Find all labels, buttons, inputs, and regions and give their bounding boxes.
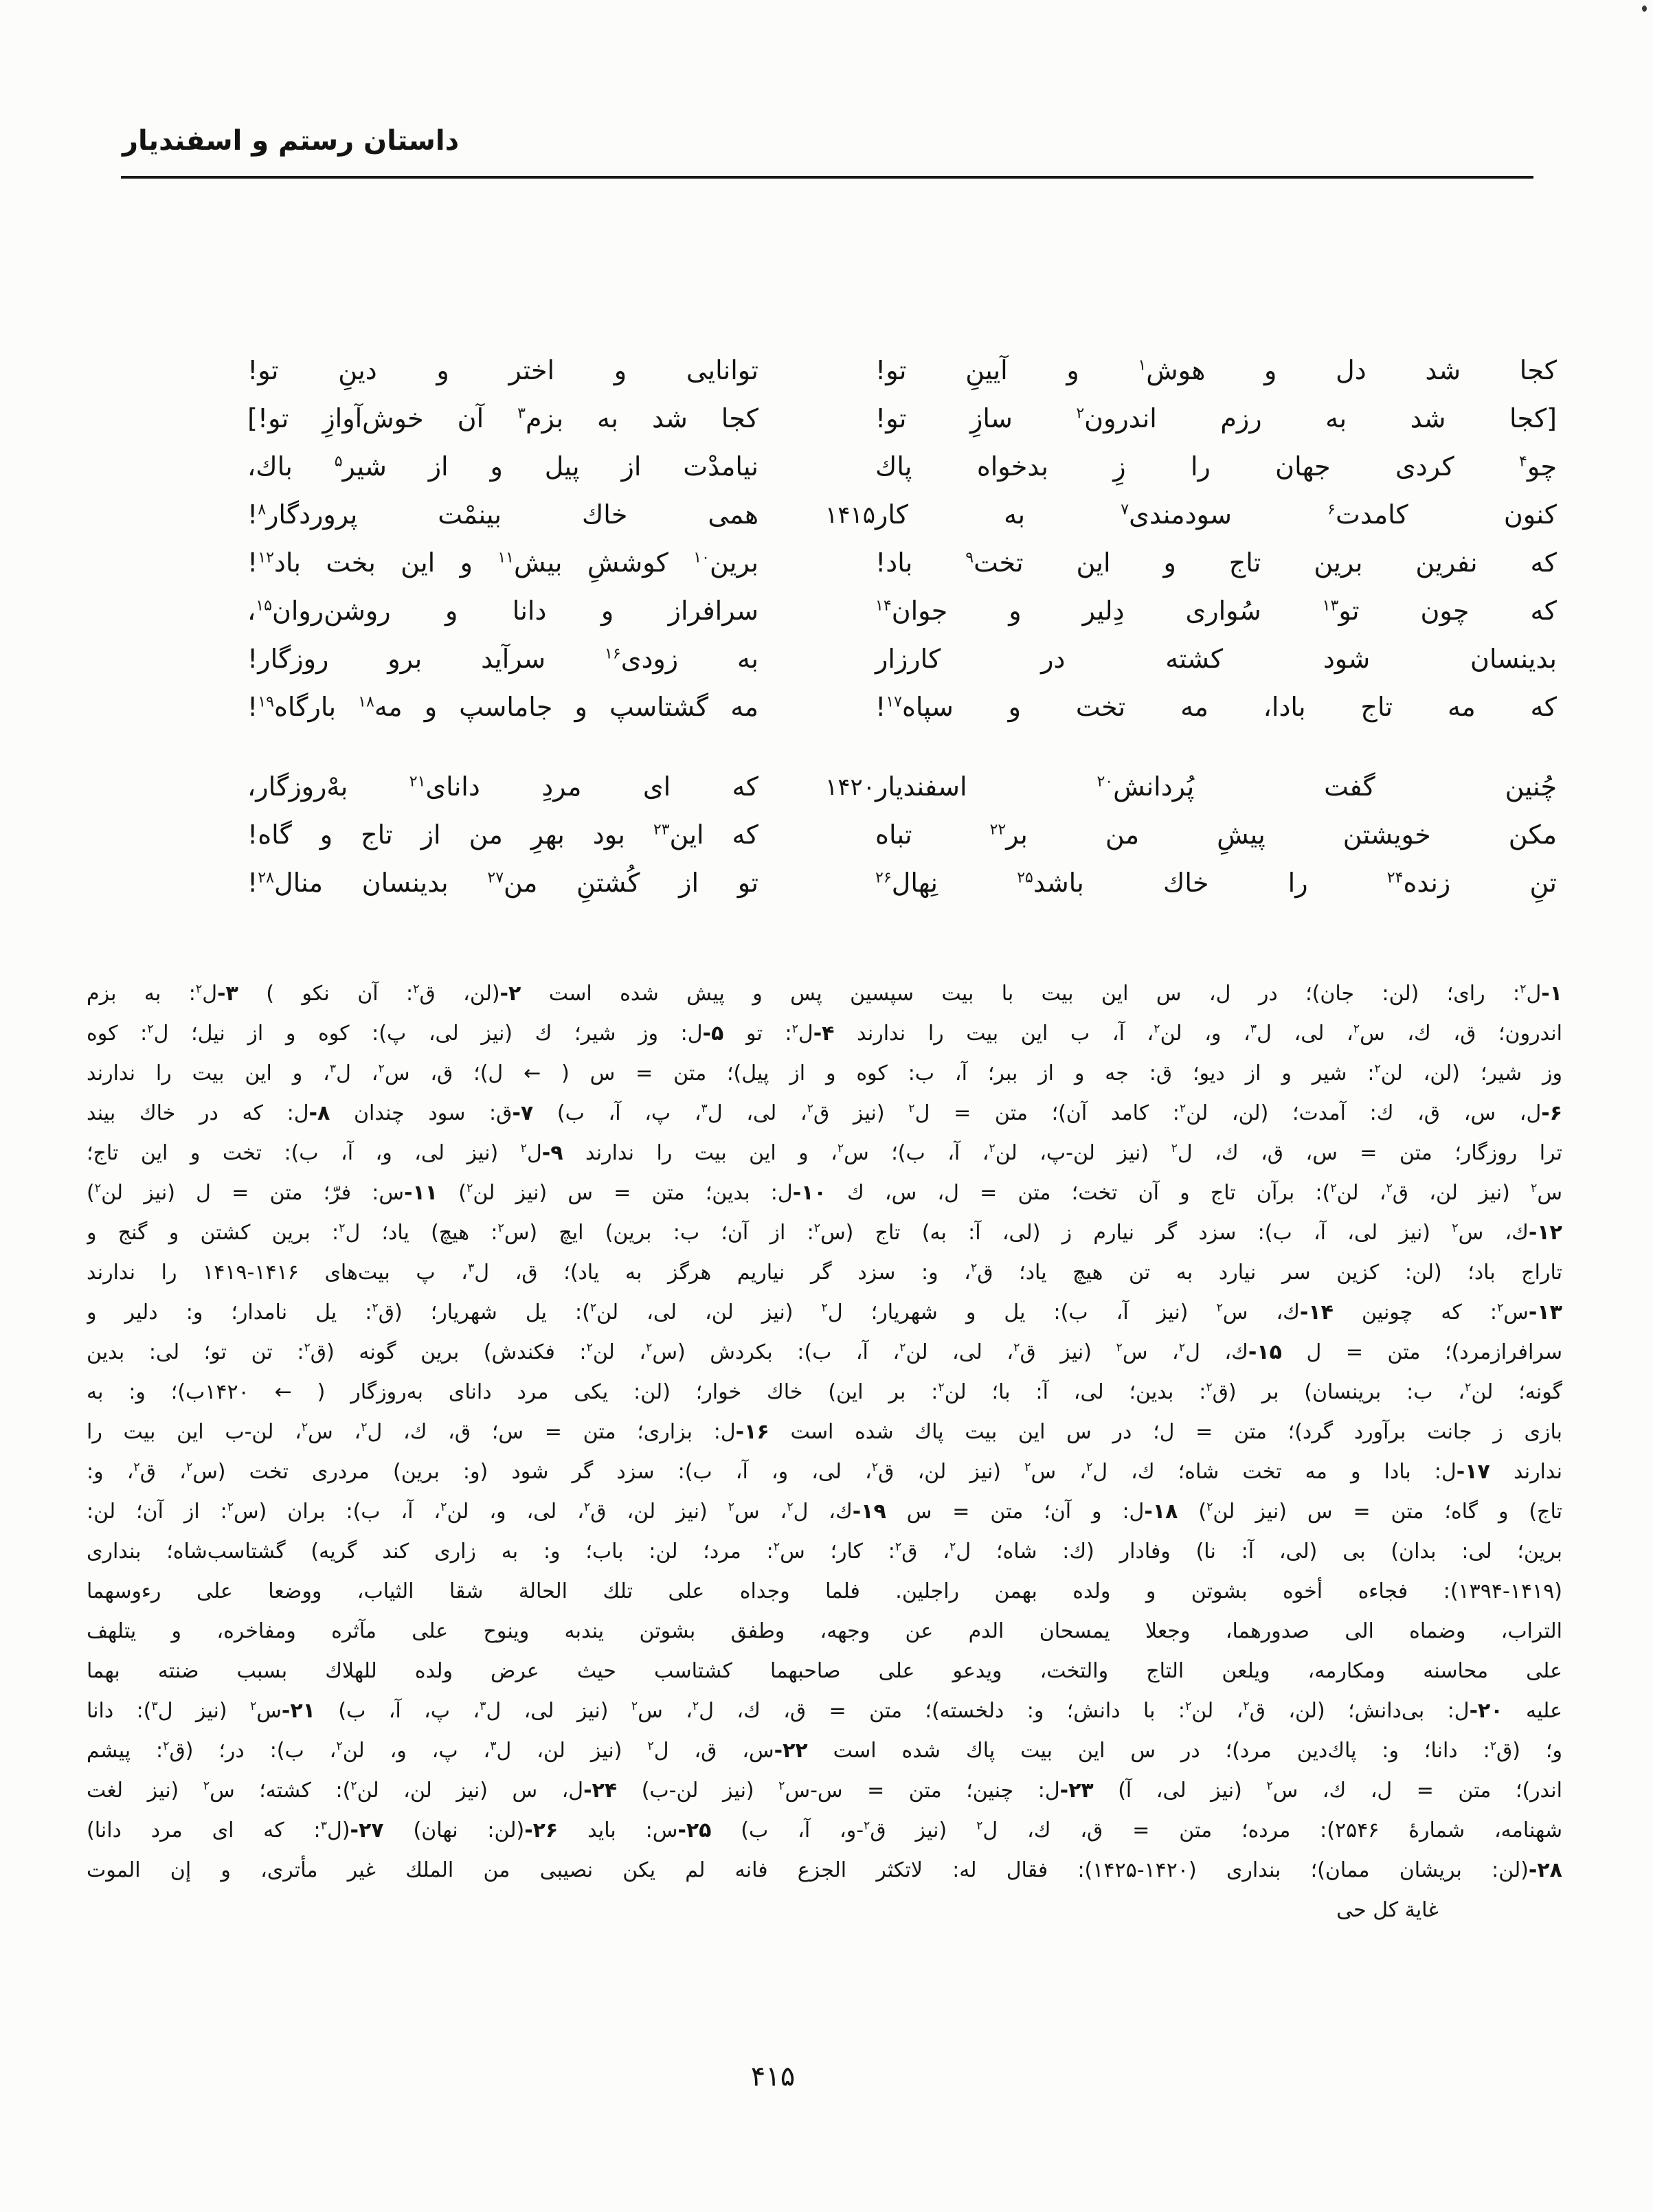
apparatus-line: (۱۳۹۴-۱۴۱۹): فجاءه أخوه بشوتن و ولده بهمن راجلين. فلما وجداه على تلك الحالة شقا الثياب، ووضعا على رءوسهما [87, 1579, 1562, 1603]
apparatus-line: ۱-ل$^۲$: راى؛ (لن: جان)؛ در ل، س اين بيت با بيت سپسين پس و پيش شده است ۲-(لن، ق$^۲$: آن نكو ) ۳-ل$^۲$: به بزم [87, 982, 1562, 1006]
apparatus-line: تاراج باد؛ (لن: كزين سر نيارد به تن هيچ ياد؛ ق$^۲$، و: سزد گر نياريم هرگز به ياد)؛ ق، ل$^۳$، پ بيت‌هاى ۱۴۱۶-۱۴۱۹ را ندارند [87, 1261, 1562, 1285]
verse-line [247, 587, 1557, 635]
verse-number: ۱۴۲۰ [824, 774, 875, 801]
apparatus-line: على محاسنه ومكارمه، ويلعن التاج والتخت، ويدعو على صاحبهما كشتاسب حيث عرض ولده للهلاك بسبب ضنته بهما [87, 1659, 1562, 1683]
verse-line [247, 539, 1557, 587]
hemistich-second: مه گشتاسپ و جاماسپ و مه$^{۱۸}$ بارگاه$^{۱۹}$! [247, 692, 758, 723]
verse-line [247, 395, 1557, 443]
hemistich-first: كه نفرين برين تاج و اين تخت$^۹$ باد! [875, 548, 1557, 578]
apparatus-line: التراب، وضماه الى صدورهما، وجعلا يمسحان الدم عن وجهه، وطفق بشوتن يندبه وينوح على مآثره ومفاخره، و يتلهف [87, 1619, 1562, 1643]
apparatus-line: اندر)؛ متن = ل، ك، س$^۲$ (نيز لى، آ) ۲۳-ل: چنين؛ متن = س-س$^۲$ (نيز لن-ب) ۲۴-ل، س (نيز لن، لن$^۲$): كشته؛ س$^۲$ (نيز لغت [87, 1779, 1562, 1803]
verse-line [247, 347, 1557, 395]
apparatus-line: ۶-ل، س، ق، ك: آمدت؛ (لن، لن$^۲$: كامد آن)؛ متن = ل$^۲$ (نيز ق$^۲$، لى، ل$^۳$، پ، آ، ب) ۷-ق: سود چندان ۸-ل: كه در خاك بيند [87, 1101, 1562, 1125]
poem-block [247, 347, 1557, 907]
hemistich-first: چو$^۴$ كردى جهان را زِ بدخواه پاك [875, 451, 1557, 482]
apparatus-line: شهنامه، شمارهٔ ۲۵۴۶): مرده؛ متن = ق، ك، ل$^۲$ (نيز ق$^۲$-و، آ، ب) ۲۵-س: بايد ۲۶-(لن: نهان) ۲۷-(ل$^۳$: كه اى مرد دانا) [87, 1818, 1562, 1842]
apparatus-line: س$^۲$ (نيز لن، ق$^۲$، لن$^۲$): برآن تاج و آن تخت؛ متن = ل، س، ك ۱۰-ل: بدين؛ متن = س (نيز لن$^۲$) ۱۱-س: فرّ؛ متن = ل (نيز لن$^۲$) [87, 1181, 1562, 1205]
hemistich-first: چُنين گفت پُردانش$^{۲۰}$ اسفنديار [875, 771, 1557, 802]
verse-line [247, 443, 1557, 491]
critical-apparatus [87, 974, 1562, 1930]
hemistich-second: كجا شد به بزم$^۳$ آن خوش‌آوازِ تو!] [247, 403, 758, 434]
hemistich-second: تو از كُشتنِ من$^{۲۷}$ بدينسان منال$^{۲۸}$! [247, 868, 758, 899]
hemistich-second: همى خاك بينمْت پروردگار$^۸$! [247, 499, 758, 530]
hemistich-first: [كجا شد به رزم اندرون$^۲$ سازِ تو! [875, 403, 1557, 434]
hemistich-first: كه مه تاج بادا، مه تخت و سپاه$^{۱۷}$! [875, 692, 1557, 723]
verse-line [247, 811, 1557, 859]
apparatus-line: گونه؛ لن$^۲$، ب: برينسان) بر (ق$^۲$: بدين؛ لى، آ: با؛ لن$^۲$: بر اين) خاك خوار؛ (لن: يكى مرد داناى به‌روزگار ( ← ۱۴۲۰ب)؛ و: به [87, 1380, 1562, 1404]
page-number: ۴۱۵ [750, 2061, 796, 2092]
apparatus-line: ۱۲-ك، س$^۲$ (نيز لى، آ، ب): سزد گر نيارم ز (لى، آ: به) تاج (س$^۲$: از آن؛ ب: برين) ايچ (س$^۲$: هيچ) ياد؛ ل$^۲$: برين كشتن و گنج و [87, 1221, 1562, 1245]
apparatus-line: ۱۳-س$^۲$: كه چونين ۱۴-ك، س$^۲$ (نيز آ، ب): يل و شهريار؛ ل$^۲$ (نيز لن، لى، لن$^۲$): يل شهريار؛ (ق$^۲$: يل نامدار؛ و: دلير و [87, 1300, 1562, 1324]
apparatus-line: اندرون؛ ق، ك، س$^۲$، لى، ل$^۳$، و، لن$^۲$، آ، ب اين بيت را ندارند ۴-ل$^۲$: تو ۵-ل: وز شير؛ ك (نيز لى، پ): كوه و از نيل؛ ل$^۲$: كوه [87, 1022, 1562, 1046]
hemistich-second: كه اين$^{۲۳}$ بود بهرِ من از تاج و گاه! [247, 820, 758, 850]
apparatus-line: و؛ (ق$^۲$: دانا؛ و: پاك‌دين مرد)؛ در س اين بيت پاك شده است ۲۲-س، ق، ل$^۲$ (نيز لن، ل$^۳$، پ، و، لن$^۲$، ب): در؛ (ق$^۲$: پيشم [87, 1739, 1562, 1763]
apparatus-line: ترا روزگار؛ متن = س، ق، ك، ل$^۲$ (نيز لن-پ، لن$^۲$، آ، ب)؛ س$^۲$، و اين بيت را ندارند ۹-ل$^۲$ (نيز لى، و، آ، ب): تخت و اين تاج؛ [87, 1141, 1562, 1165]
hemistich-first: كنون كامدت$^۶$ سودمندى$^۷$ به كار [875, 499, 1557, 530]
hemistich-second: سرافراز و دانا و روشن‌روان$^{۱۵}$، [247, 596, 758, 627]
verse-line [247, 859, 1557, 907]
apparatus-line: بازى ز جانت برآورد گرد)؛ متن = ل؛ در س اين بيت پاك شده است ۱۶-ل: بزارى؛ متن = س؛ ق، ك، ل$^۲$، س$^۲$، لن-ب اين بيت را [87, 1420, 1562, 1444]
apparatus-line: تاج) و گاه؛ متن = س (نيز لن$^۲$) ۱۸-ل: و آن؛ متن = س ۱۹-ك، ل$^۲$، س$^۲$ (نيز لن، ق$^۲$، لى، و، لن$^۲$، آ، ب): بران (س$^۲$: از آن؛ لن: [87, 1500, 1562, 1524]
header-rule [121, 176, 1533, 179]
apparatus-line: غاية كل حى [1336, 1898, 1439, 1922]
verse-number: ۱۴۱۵ [824, 501, 875, 529]
verse-line [247, 635, 1557, 684]
hemistich-second: برين$^{۱۰}$ كوششِ بيش$^{۱۱}$ و اين بخت باد$^{۱۲}$! [247, 548, 758, 578]
hemistich-first: كه چون تو$^{۱۳}$ سُوارى دِلير و جوان$^{۱۴}$ [875, 596, 1557, 627]
hemistich-second: نيامدْت از پيل و از شير$^۵$ باك، [247, 451, 758, 482]
hemistich-first: تنِ زنده$^{۲۴}$ را خاك باشد$^{۲۵}$ نِهال$^{۲۶}$ [875, 868, 1557, 899]
stanza [247, 347, 1557, 732]
hemistich-first: بدينسان شود كشته در كارزار [875, 644, 1557, 675]
hemistich-first: مكن خويشتن پيشِ من بر$^{۲۲}$ تباه [875, 820, 1557, 850]
hemistich-second: به زودى$^{۱۶}$ سرآيد برو روزگار! [247, 644, 758, 675]
stanza [247, 763, 1557, 907]
apparatus-line: برين؛ لى: بدان) بى (لى، آ: نا) وفادار (ك: شاه؛ ل$^۲$، ق$^۲$: كار؛ س$^۲$: مرد؛ لن: باب؛ و: به زارى كند گريه) گشتاسب‌شاه؛ بندارى [87, 1539, 1562, 1564]
apparatus-line: ندارند ۱۷-ل: بادا و مه تخت شاه؛ ك، ل$^۲$، س$^۲$ (نيز لن، ق$^۲$، لى، و، آ، ب): سزد گر شود (و: برين) مردرى تخت (س$^۲$، ق$^۲$، و: [87, 1460, 1562, 1484]
hemistich-second: كه اى مردِ داناى$^{۲۱}$ بهْ‌روزگار، [247, 771, 758, 802]
verse-line [247, 491, 1557, 539]
apparatus-line: سرافرازمرد)؛ متن = ل ۱۵-ك، ل$^۲$، س$^۲$ (نيز ق$^۲$، لى، لن$^۲$، آ، ب): بكردش (س$^۲$، لن$^۲$: فكندش) برين گونه (ق$^۲$: تن تو؛ لى: بدين [87, 1340, 1562, 1364]
hemistich-second: توانايى و اختر و دينِ تو! [247, 355, 758, 386]
apparatus-line: عليه ۲۰-ل: بى‌دانش؛ (لن، ق$^۲$، لن$^۲$: با دانش؛ و: دلخسته)؛ متن = ق، ك، ل$^۲$، س$^۲$ (نيز لى، ل$^۳$، پ، آ، ب) ۲۱-س$^۲$ (نيز ل$^۳$): دانا [87, 1699, 1562, 1723]
apparatus-line: ۲۸-(لن: بريشان ممان)؛ بندارى (۱۴۲۰-۱۴۲۵): فقال له: لاتكثر الجزع فانه لم يكن نصيبى من الملك غير مأترى، و إن الموت [87, 1858, 1562, 1882]
chapter-running-head: داستان رستم و اسفنديار [122, 125, 460, 157]
verse-line [247, 684, 1557, 732]
apparatus-line: وز شير؛ (لن، لن$^۲$: شير و از ديو؛ ق: جه و از ببر؛ آ، ب: كوه و از پيل)؛ متن = س ( ← ل)؛ ق، س$^۲$، ل$^۳$، و اين بيت را ندارند [87, 1061, 1562, 1085]
hemistich-first: كجا شد دل و هوش$^۱$ و آيينِ تو! [875, 355, 1557, 386]
verse-line [247, 763, 1557, 811]
scan-artifact-dot [1642, 5, 1647, 12]
